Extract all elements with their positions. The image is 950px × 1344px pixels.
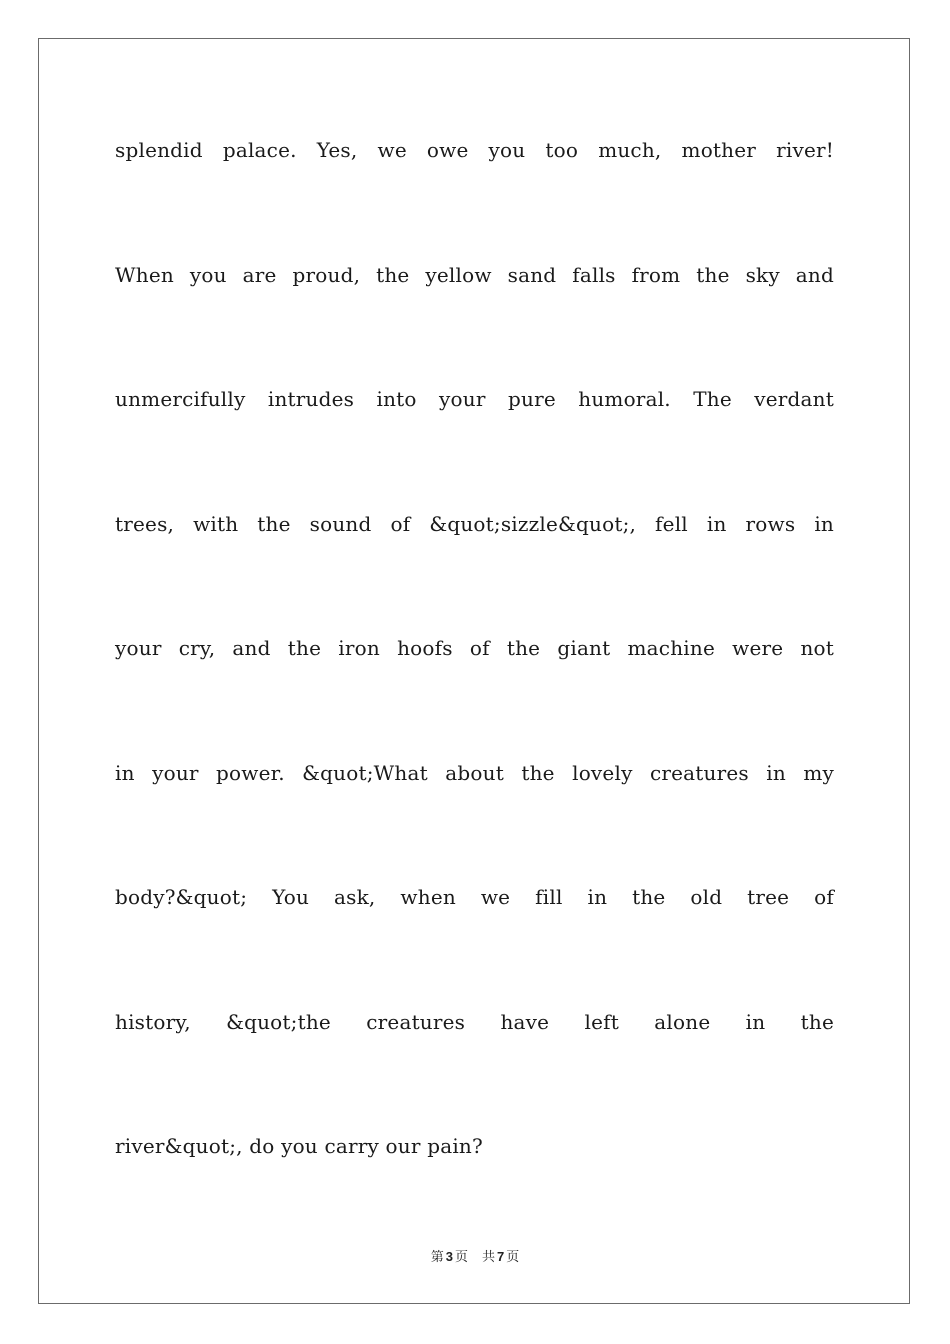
text-line: trees, with the sound of &quot;sizzle&quot;, fell in rows in	[115, 511, 834, 536]
text-line: history, &quot;the creatures have left alone in the	[115, 1009, 834, 1034]
text-line: splendid palace. Yes, we owe you too much, mother river!	[115, 138, 834, 162]
page-number-suffix: 页	[454, 1250, 468, 1265]
total-pages-prefix: 共	[482, 1250, 496, 1265]
document-body	[115, 125, 834, 1246]
text-line: body?&quot; You ask, when we fill in the old tree of	[115, 885, 834, 909]
text-line: river&quot;, do you carry our pain?	[115, 1134, 483, 1158]
current-page-number: 3	[445, 1249, 453, 1264]
text-line: in your power. &quot;What about the lovely creatures in my	[115, 760, 834, 785]
text-line: unmercifully intrudes into your pure humoral. The verdant	[115, 387, 834, 411]
page-footer	[0, 1247, 950, 1268]
text-line: When you are proud, the yellow sand falls from the sky and	[115, 262, 834, 287]
total-pages-number: 7	[497, 1249, 505, 1264]
total-pages-suffix: 页	[506, 1250, 520, 1265]
page-number-prefix: 第	[430, 1250, 444, 1265]
text-line: your cry, and the iron hoofs of the giant machine were not	[115, 636, 834, 660]
